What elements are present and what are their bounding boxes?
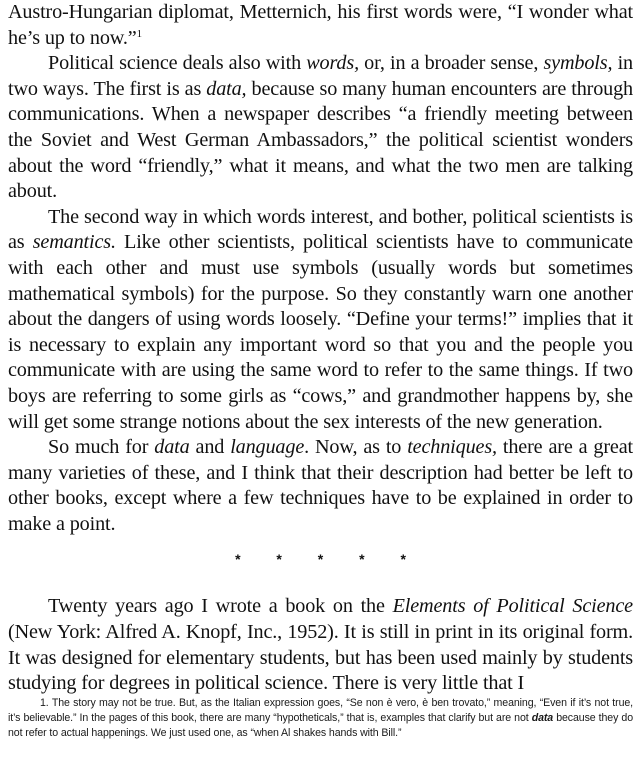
italic-text: Elements of Political Science — [392, 595, 633, 618]
paragraph-words-symbols — [8, 51, 633, 205]
text-run: (New York: Alfred A. Knopf, Inc., 1952). It is still in print in its original form. It was designed for elementary students, but has been used mainly by students studying for degrees in political science. There is very little that I — [8, 621, 633, 695]
text-run: The story may not be true. But, as the Italian expression goes, “Se non è vero, è ben trovato,” meaning, “Even if it’s not true, it’s believable.” In the pages of this book, there are many “hypotheticals,” that is, examples that clarify but are not — [8, 697, 633, 725]
text-run: Like other scientists, political scientists have to communicate with each other and must use symbols (usually words but sometimes mathematical symbols) for the purpose. So they constantly warn one another about the dangers of using words loosely. “Define your terms!” implies that it is necessary to explain any important word so that you and the people you communicate with are using the same word to refer to the same things. If two boys are referring to some girls as “cows,” and grandmother happens by, she will get some strange notions about the sex interests of the new generation. — [8, 231, 633, 433]
body-text — [8, 0, 633, 697]
text-run: in two ways. The first is as — [8, 52, 633, 100]
paragraph-techniques — [8, 435, 633, 537]
text-run: because they do not refer to actual happenings. We just used one, as “when Al shakes hands with Bill.” — [8, 712, 633, 740]
text-run: So much for — [48, 436, 155, 459]
text-run: Political science deals also with — [48, 52, 307, 75]
paragraph-semantics — [8, 205, 633, 435]
italic-text: semantics. — [32, 231, 116, 254]
italic-text: symbols, — [543, 52, 613, 75]
footnote-1 — [8, 696, 633, 742]
text-run: . Now, as to — [304, 436, 408, 459]
italic-text: language — [230, 436, 305, 459]
footnote-text — [8, 697, 633, 739]
paragraph-continuation — [8, 0, 633, 51]
text-run: Austro-Hungarian diplomat, Metternich, his first words were, “I wonder what he’s up to now.” — [8, 1, 633, 49]
italic-text: data, — [206, 77, 247, 100]
italic-text: data — [154, 436, 190, 459]
italic-text: techniques, — [407, 436, 497, 459]
italic-text: data — [531, 712, 554, 725]
page — [8, 0, 633, 697]
footnote — [8, 696, 633, 742]
footnote-number: 1. — [40, 697, 49, 709]
text-run: because so many human encounters are through communications. When a newspaper describes “a friendly meeting between the Soviet and West German Ambassadors,” the political scientist wonders about the word “friendly,” what it means, and what the two men are talking about. — [8, 77, 633, 203]
footnote-ref[interactable]: 1 — [136, 27, 142, 40]
text-run: and — [189, 436, 231, 459]
text-run: or, in a broader sense, — [358, 52, 544, 75]
section-two — [8, 594, 633, 696]
text-run: Twenty years ago I wrote a book on the — [48, 595, 393, 618]
section-separator: * * * * * — [235, 551, 422, 568]
text-run: there are a great many varieties of these, and I think that their description had better be left to other books, except where a few techniques have to be explained in order to make a point. — [8, 436, 633, 535]
paragraph-elements-book — [8, 594, 633, 696]
text-run: The second way in which words interest, and bother, political scientists is as — [8, 205, 633, 254]
italic-text: words, — [306, 52, 359, 75]
